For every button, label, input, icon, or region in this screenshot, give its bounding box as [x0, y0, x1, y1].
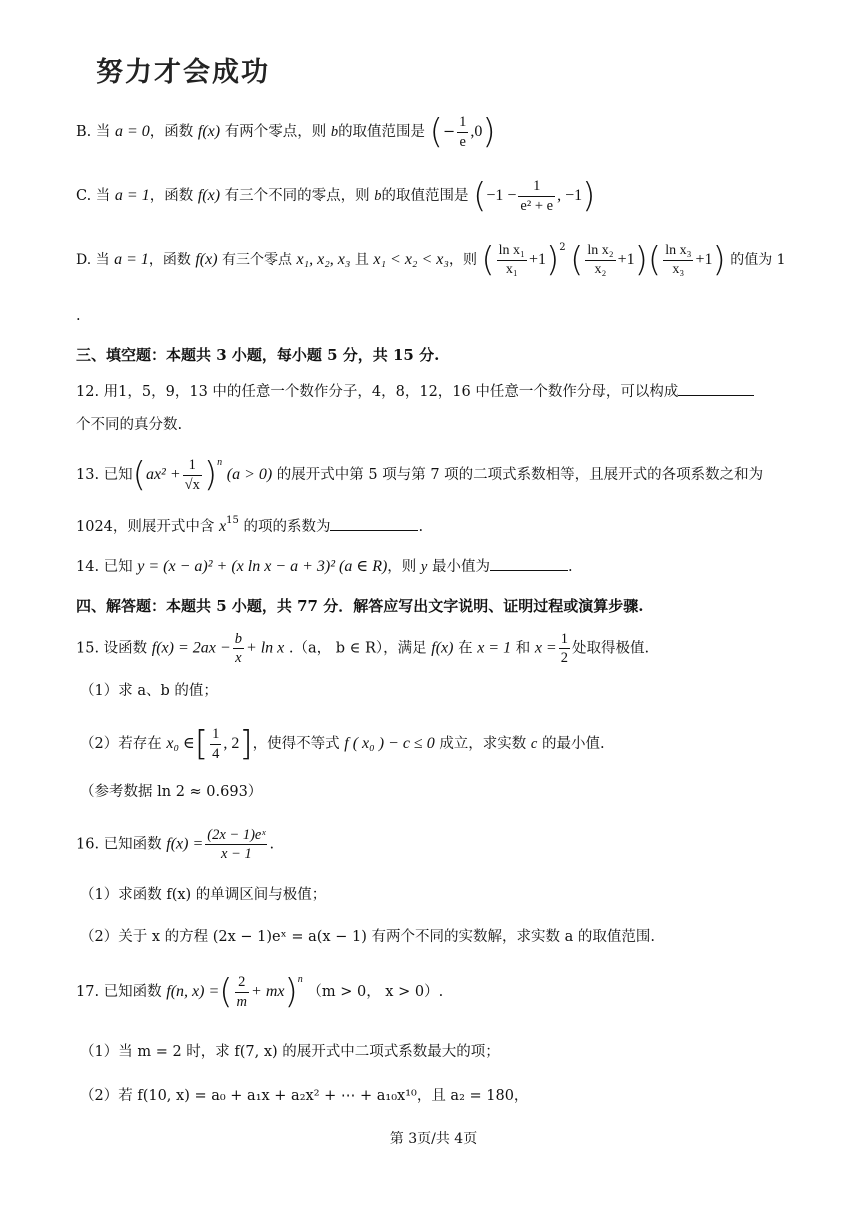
q15-reference: （参考数据 ln 2 ≈ 0.693）: [80, 784, 263, 800]
q15-part2-d: 的最小值.: [541, 736, 605, 752]
option-b-prefix: B. 当: [76, 124, 111, 140]
q17-condition: （m > 0， x > 0）.: [307, 984, 444, 1000]
q15-half: $\frac{1}{2}$: [560, 631, 568, 667]
q13-blank: [330, 516, 418, 531]
q13-condition: (a > 0): [226, 466, 273, 483]
q17-plus: + mx: [251, 983, 285, 1000]
option-d-mid: ，函数: [148, 252, 191, 268]
q15-expr-b: + ln x: [245, 639, 285, 657]
option-c: C. 当 a = 1，函数 f(x) 有三个不同的零点，则 b的取值范围是 (−1 − $\frac{1}{\text{e² + e}}$ , −1): [76, 176, 596, 216]
option-b-mid: ，函数: [149, 124, 194, 140]
q17-prefix: 17. 已知函数: [76, 984, 162, 1000]
q17-part1: （1）当 m = 2 时，求 f(7, x) 的展开式中二项式系数最大的项；: [80, 1044, 500, 1060]
q14-expr: y = (x − a)² + (x ln x − a + 3)² (a ∈ R): [137, 558, 388, 575]
q15-expr-a: f(x) = 2ax −: [151, 639, 231, 657]
q15-part1: （1）求 a、b 的值；: [80, 683, 218, 699]
q17-fraction: $\frac{2}{m}$: [236, 974, 248, 1010]
option-d-den2: x₂: [594, 261, 607, 277]
option-c-text: 有三个不同的零点，则: [224, 188, 370, 204]
option-d-function: f(x): [195, 251, 218, 268]
q15-interval-frac: $\frac{1}{4}$: [212, 726, 220, 762]
q15-part2: （2）若存在 x₀ ∈[ $\frac{1}{4}$ , 2]，使得不等式 f ( x₀ ) − c ≤ 0 成立，求实数 c 的最小值.: [80, 724, 605, 764]
q15-x2: x =: [534, 639, 557, 657]
q13-x-exp: 15: [226, 515, 239, 526]
option-d: D. 当 a = 1，函数 f(x) 有三个零点 x₁, x₂, x₃ 且 x₁ < x₂ < x₃，则 ( $\frac{\text{ln x₁}}{\text{x₁}}$ +1)$^2$ ( $\frac{\text{ln x₂}}{\text{x₂}}$ +1)( $\frac{\text{ln x₃}}{\text{x₃}}$ +1) 的值为 1: [76, 240, 786, 280]
q14-mid: ，则: [387, 559, 417, 575]
option-d-order: x₁ < x₂ < x₃: [373, 251, 449, 268]
q15-prefix: 15. 设函数: [76, 640, 148, 657]
option-c-condition: a = 1: [114, 187, 150, 204]
q15-function: f(x): [431, 639, 454, 657]
option-d-square: 2: [559, 242, 566, 253]
q15-c: c: [530, 736, 538, 752]
q14-blank: [490, 556, 568, 571]
q17-line1: 17. 已知函数 f(n, x) =( $\frac{2}{m}$ + mx)$^n$ （m > 0， x > 0）.: [76, 972, 444, 1012]
q15-line1: 15. 设函数 f(x) = 2ax − $\frac{b}{x}$ + ln x .（a， b ∈ R），满足 f(x) 在 x = 1 和 x = $\frac{1}{2}$ 处取得极值.: [76, 631, 650, 667]
option-c-mid: ，函数: [149, 188, 194, 204]
option-b-condition: a = 0: [114, 123, 150, 140]
option-b: B. 当 a = 0，函数 f(x) 有两个零点，则 b的取值范围是 (− $\frac{1}{e}$ ,0): [76, 112, 496, 152]
option-d-and: 且: [354, 252, 369, 268]
option-c-text2: 的取值范围是: [381, 188, 469, 204]
q17-part2: （2）若 f(10, x) = a₀ + a₁x + a₂x² + ⋯ + a₁₀x¹⁰，且 a₂ = 180，: [80, 1088, 529, 1104]
q16-part2: （2）关于 x 的方程 (2x − 1)eˣ = a(x − 1) 有两个不同的实数解，求实数 a 的取值范围.: [80, 929, 655, 945]
option-d-zeros: x₁, x₂, x₃: [296, 251, 351, 268]
banner-slogan: 努力才会成功: [96, 57, 270, 88]
q15-fraction: $\frac{b}{x}$: [234, 631, 242, 667]
option-d-den3: x₃: [672, 261, 685, 277]
option-c-var: b: [374, 188, 382, 204]
q15-inequality: f ( x₀ ) − c ≤ 0: [344, 735, 435, 752]
q13-line1: 13. 已知(ax² + $\frac{1}{√x}$ )$^n$ (a > 0) 的展开式中第 5 项与第 7 项的二项式系数相等，且展开式的各项系数之和为: [76, 455, 764, 495]
q15-condition: .（a， b ∈ R），满足: [288, 640, 427, 657]
q13-line2-a: 1024，则展开式中含: [76, 519, 215, 535]
q13-fraction: $\frac{1}{√x}$: [184, 457, 200, 493]
q15-interval-tail: , 2: [223, 735, 240, 752]
q12-text: 12. 用1，5，9，13 中的任意一个数作分子，4，8，12，16 中任意一个数作分母，可以构成: [76, 384, 679, 400]
q15-tail: 处取得极值.: [571, 640, 650, 657]
q12-line1: [76, 380, 754, 401]
q17-power: n: [297, 974, 303, 985]
q14-text: 最小值为: [431, 559, 490, 575]
option-d-tail: 的值为 1: [730, 252, 786, 268]
q16-part1: （1）求函数 f(x) 的单调区间与极值；: [80, 887, 327, 903]
q14-line: 14. 已知 y = (x − a)² + (x ln x − a + 3)² (a ∈ R)，则 y 最小值为 .: [76, 558, 573, 575]
section-3-heading: 三、填空题：本题共 3 小题，每小题 5 分，共 15 分.: [76, 346, 440, 364]
option-c-fraction: $\frac{1}{\text{e² + e}}$: [520, 178, 554, 214]
q16-line1: 16. 已知函数 f(x) = $\frac{\text{(2x − 1)eˣ}}{x - 1}$ .: [76, 827, 275, 863]
q13-power: n: [217, 457, 223, 468]
section-4-heading: 四、解答题：本题共 5 小题，共 77 分．解答应写出文字说明、证明过程或演算步骤.: [76, 597, 644, 615]
option-b-text: 有两个零点，则: [224, 124, 327, 140]
option-b-range-tail: ,0: [470, 123, 483, 140]
q15-part2-c: 成立，求实数: [439, 736, 527, 752]
q17-function: f(n, x) =: [166, 983, 220, 1000]
q15-x1: x = 1: [477, 639, 512, 657]
q16-function: f(x) =: [166, 835, 204, 853]
option-b-function: f(x): [197, 123, 221, 140]
q14-var: y: [420, 559, 428, 575]
option-c-function: f(x): [197, 187, 221, 204]
q13-text: 的展开式中第 5 项与第 7 项的二项式系数相等，且展开式的各项系数之和为: [276, 467, 764, 483]
q12-blank: [678, 381, 754, 396]
q13-line2-b: 的项的系数为: [243, 519, 331, 535]
page-footer: 第 3页/共 4页: [389, 1131, 478, 1147]
option-d-dot: .: [76, 308, 81, 324]
option-d-prefix: D. 当: [76, 252, 110, 268]
option-d-then: ，则: [448, 252, 477, 268]
option-d-condition: a = 1: [114, 251, 149, 268]
q16-prefix: 16. 已知函数: [76, 836, 162, 853]
option-c-range-head: −1 −: [486, 187, 517, 204]
q13-x: x: [219, 518, 227, 535]
option-d-den1: x₁: [505, 261, 518, 277]
option-d-text: 有三个零点: [222, 252, 292, 268]
option-c-range-tail: , −1: [557, 187, 583, 204]
option-b-text2: 的取值范围是: [338, 124, 426, 140]
q13-expr: ax² +: [145, 466, 181, 483]
q12-line2: 个不同的真分数.: [76, 417, 183, 433]
q16-fraction: $\frac{\text{(2x − 1)eˣ}}{x - 1}$: [207, 827, 266, 863]
q15-part2-b: ，使得不等式: [252, 736, 340, 752]
q15-part2-a: （2）若存在: [80, 736, 162, 752]
option-d-num1: ln x₁: [497, 242, 527, 261]
option-d-num3: ln x₃: [663, 242, 693, 261]
option-b-var: b: [330, 124, 339, 140]
option-d-num2: ln x₂: [585, 242, 615, 261]
q13-line2: 1024，则展开式中含 $x^{15}$ 的项的系数为 .: [76, 515, 424, 535]
q14-prefix: 14. 已知: [76, 559, 133, 575]
q15-x0: x₀ ∈: [166, 735, 195, 752]
option-c-prefix: C. 当: [76, 188, 111, 204]
q13-prefix: 13. 已知: [76, 467, 133, 483]
option-b-fraction: $\frac{1}{e}$: [459, 114, 467, 150]
